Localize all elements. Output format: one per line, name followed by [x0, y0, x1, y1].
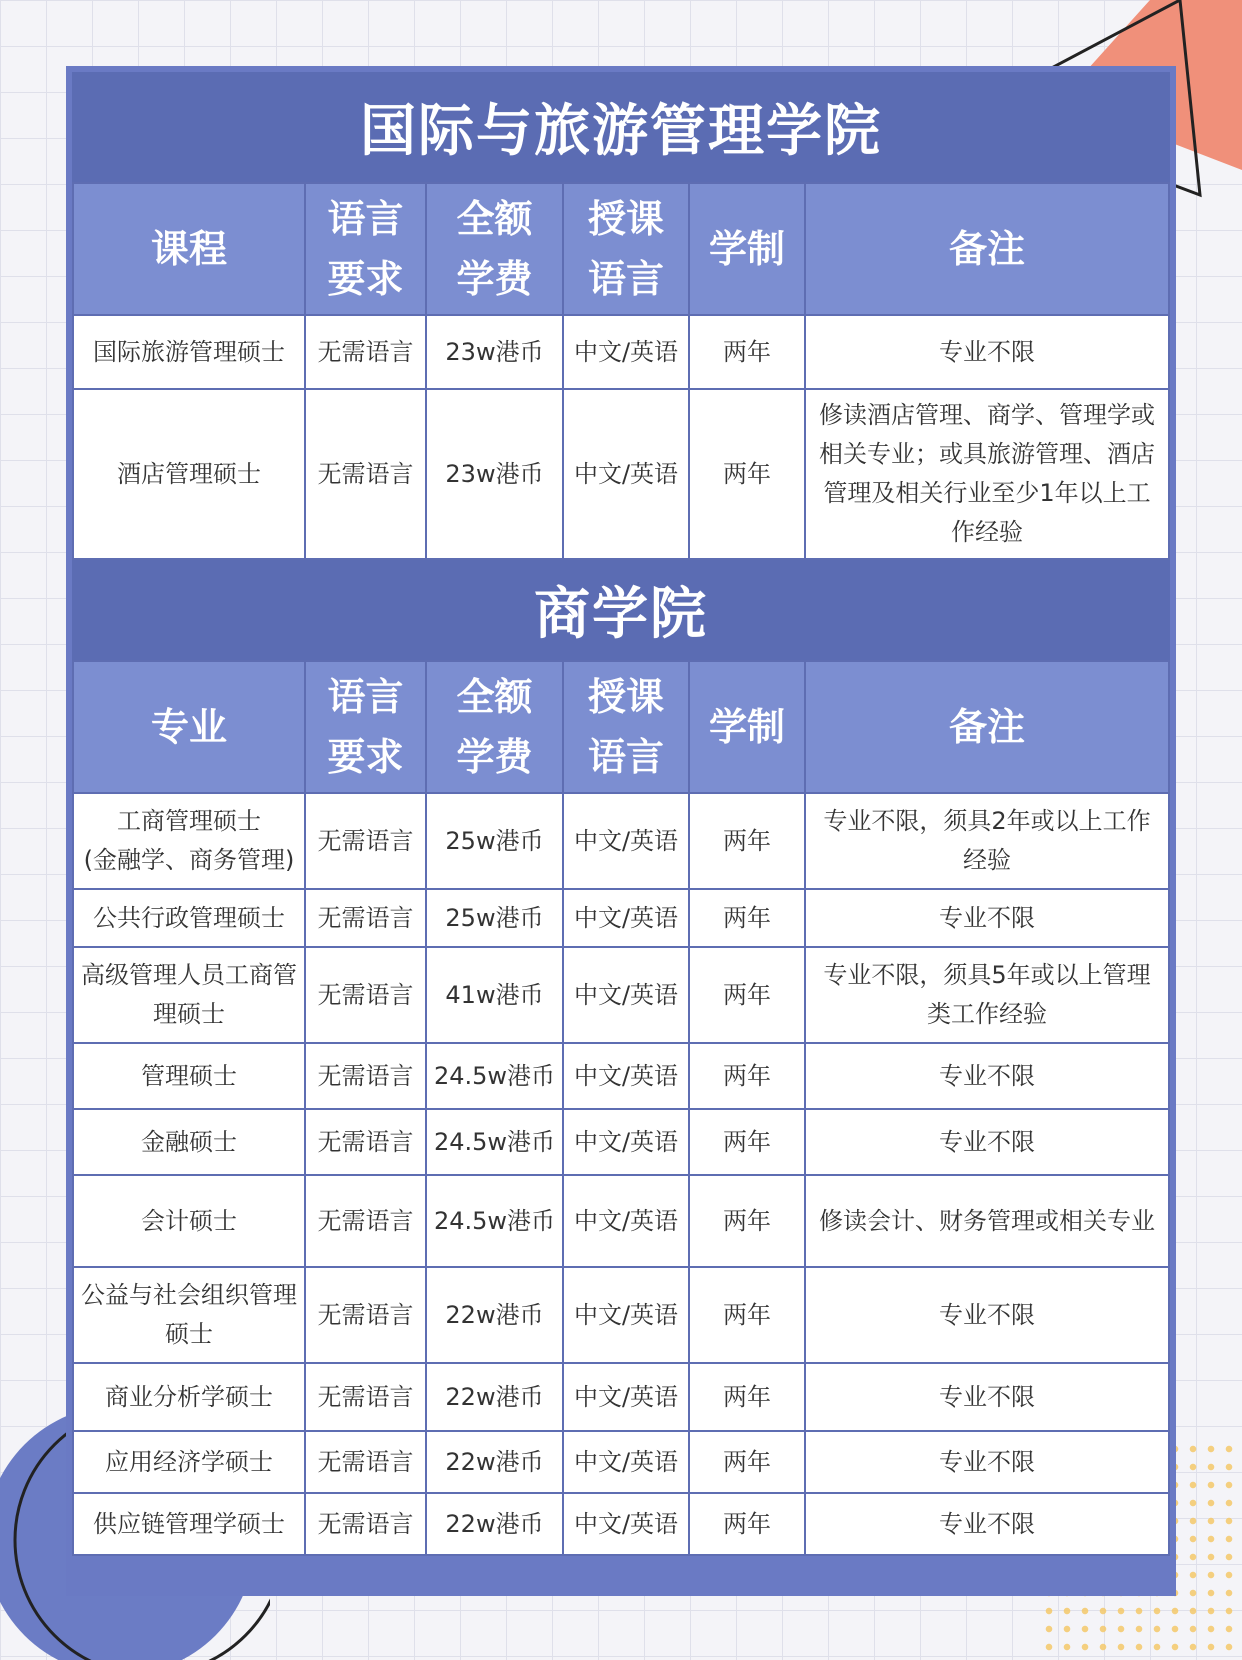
- table-row: [73, 1431, 1169, 1493]
- cell-note: 修读会计、财务管理或相关专业: [805, 1175, 1169, 1267]
- table-row: [73, 389, 1169, 559]
- cell-program: 会计硕士: [73, 1175, 305, 1267]
- cell-duration: 两年: [689, 389, 805, 559]
- header-duration: 学制: [689, 183, 805, 315]
- cell-duration: 两年: [689, 1175, 805, 1267]
- cell-teaching-language: 中文/英语: [563, 889, 689, 947]
- header-major: 专业: [73, 661, 305, 793]
- cell-duration: 两年: [689, 1431, 805, 1493]
- tourism-table: [72, 182, 1170, 560]
- table-row: [73, 1175, 1169, 1267]
- cell-program: 公益与社会组织管理硕士: [73, 1267, 305, 1363]
- cell-note: 专业不限: [805, 315, 1169, 389]
- cell-duration: 两年: [689, 1109, 805, 1175]
- cell-duration: 两年: [689, 1493, 805, 1555]
- section-title-tourism: 国际与旅游管理学院: [72, 72, 1170, 182]
- cell-program: 酒店管理硕士: [73, 389, 305, 559]
- table-row: [73, 889, 1169, 947]
- cell-program: 高级管理人员工商管理硕士: [73, 947, 305, 1043]
- cell-fee: 22w港币: [426, 1267, 563, 1363]
- table-row: [73, 315, 1169, 389]
- cell-note: 专业不限: [805, 1109, 1169, 1175]
- header-fee: 全额 学费: [426, 661, 563, 793]
- cell-duration: 两年: [689, 793, 805, 889]
- table-row: [73, 1043, 1169, 1109]
- cell-duration: 两年: [689, 1267, 805, 1363]
- cell-fee: 22w港币: [426, 1363, 563, 1431]
- header-note: 备注: [805, 183, 1169, 315]
- cell-teaching-language: 中文/英语: [563, 389, 689, 559]
- cell-teaching-language: 中文/英语: [563, 315, 689, 389]
- cell-fee: 41w港币: [426, 947, 563, 1043]
- cell-program: 工商管理硕士 (金融学、商务管理): [73, 793, 305, 889]
- table-row: [73, 1267, 1169, 1363]
- cell-note: 修读酒店管理、商学、管理学或相关专业；或具旅游管理、酒店管理及相关行业至少1年以上工作经验: [805, 389, 1169, 559]
- cell-program: 国际旅游管理硕士: [73, 315, 305, 389]
- cell-duration: 两年: [689, 947, 805, 1043]
- cell-fee: 25w港币: [426, 793, 563, 889]
- cell-note: 专业不限: [805, 1043, 1169, 1109]
- table-row: [73, 793, 1169, 889]
- cell-duration: 两年: [689, 1363, 805, 1431]
- header-teaching-language: 授课 语言: [563, 661, 689, 793]
- cell-note: 专业不限，须具5年或以上管理类工作经验: [805, 947, 1169, 1043]
- cell-fee: 22w港币: [426, 1431, 563, 1493]
- cell-program: 管理硕士: [73, 1043, 305, 1109]
- cell-fee: 24.5w港币: [426, 1109, 563, 1175]
- table-row: [73, 1493, 1169, 1555]
- cell-fee: 25w港币: [426, 889, 563, 947]
- cell-language-req: 无需语言: [305, 1363, 426, 1431]
- table-row: [73, 947, 1169, 1043]
- cell-language-req: 无需语言: [305, 889, 426, 947]
- header-language-req: 语言 要求: [305, 661, 426, 793]
- cell-teaching-language: 中文/英语: [563, 1175, 689, 1267]
- header-note: 备注: [805, 661, 1169, 793]
- cell-note: 专业不限: [805, 1363, 1169, 1431]
- cell-note: 专业不限: [805, 1267, 1169, 1363]
- cell-language-req: 无需语言: [305, 793, 426, 889]
- cell-language-req: 无需语言: [305, 389, 426, 559]
- cell-language-req: 无需语言: [305, 1431, 426, 1493]
- table-header-row: [73, 183, 1169, 315]
- table-row: [73, 1363, 1169, 1431]
- cell-language-req: 无需语言: [305, 1109, 426, 1175]
- cell-fee: 23w港币: [426, 389, 563, 559]
- cell-language-req: 无需语言: [305, 1267, 426, 1363]
- header-fee: 全额 学费: [426, 183, 563, 315]
- cell-teaching-language: 中文/英语: [563, 1493, 689, 1555]
- cell-teaching-language: 中文/英语: [563, 1043, 689, 1109]
- header-language-req: 语言 要求: [305, 183, 426, 315]
- cell-program: 供应链管理学硕士: [73, 1493, 305, 1555]
- cell-teaching-language: 中文/英语: [563, 1109, 689, 1175]
- header-duration: 学制: [689, 661, 805, 793]
- cell-note: 专业不限: [805, 1431, 1169, 1493]
- cell-fee: 22w港币: [426, 1493, 563, 1555]
- cell-duration: 两年: [689, 1043, 805, 1109]
- cell-language-req: 无需语言: [305, 1043, 426, 1109]
- header-course: 课程: [73, 183, 305, 315]
- cell-duration: 两年: [689, 889, 805, 947]
- cell-teaching-language: 中文/英语: [563, 1267, 689, 1363]
- table-row: [73, 1109, 1169, 1175]
- cell-program: 应用经济学硕士: [73, 1431, 305, 1493]
- cell-fee: 24.5w港币: [426, 1175, 563, 1267]
- cell-teaching-language: 中文/英语: [563, 1363, 689, 1431]
- section-title-business: 商学院: [72, 560, 1170, 660]
- cell-note: 专业不限，须具2年或以上工作经验: [805, 793, 1169, 889]
- cell-fee: 23w港币: [426, 315, 563, 389]
- program-card: [66, 66, 1176, 1596]
- cell-program: 金融硕士: [73, 1109, 305, 1175]
- cell-teaching-language: 中文/英语: [563, 947, 689, 1043]
- cell-duration: 两年: [689, 315, 805, 389]
- table-header-row: [73, 661, 1169, 793]
- cell-teaching-language: 中文/英语: [563, 793, 689, 889]
- cell-program: 商业分析学硕士: [73, 1363, 305, 1431]
- cell-program: 公共行政管理硕士: [73, 889, 305, 947]
- cell-language-req: 无需语言: [305, 1493, 426, 1555]
- cell-fee: 24.5w港币: [426, 1043, 563, 1109]
- cell-language-req: 无需语言: [305, 315, 426, 389]
- header-teaching-language: 授课 语言: [563, 183, 689, 315]
- cell-teaching-language: 中文/英语: [563, 1431, 689, 1493]
- business-table: [72, 660, 1170, 1556]
- cell-language-req: 无需语言: [305, 1175, 426, 1267]
- cell-note: 专业不限: [805, 889, 1169, 947]
- cell-note: 专业不限: [805, 1493, 1169, 1555]
- cell-language-req: 无需语言: [305, 947, 426, 1043]
